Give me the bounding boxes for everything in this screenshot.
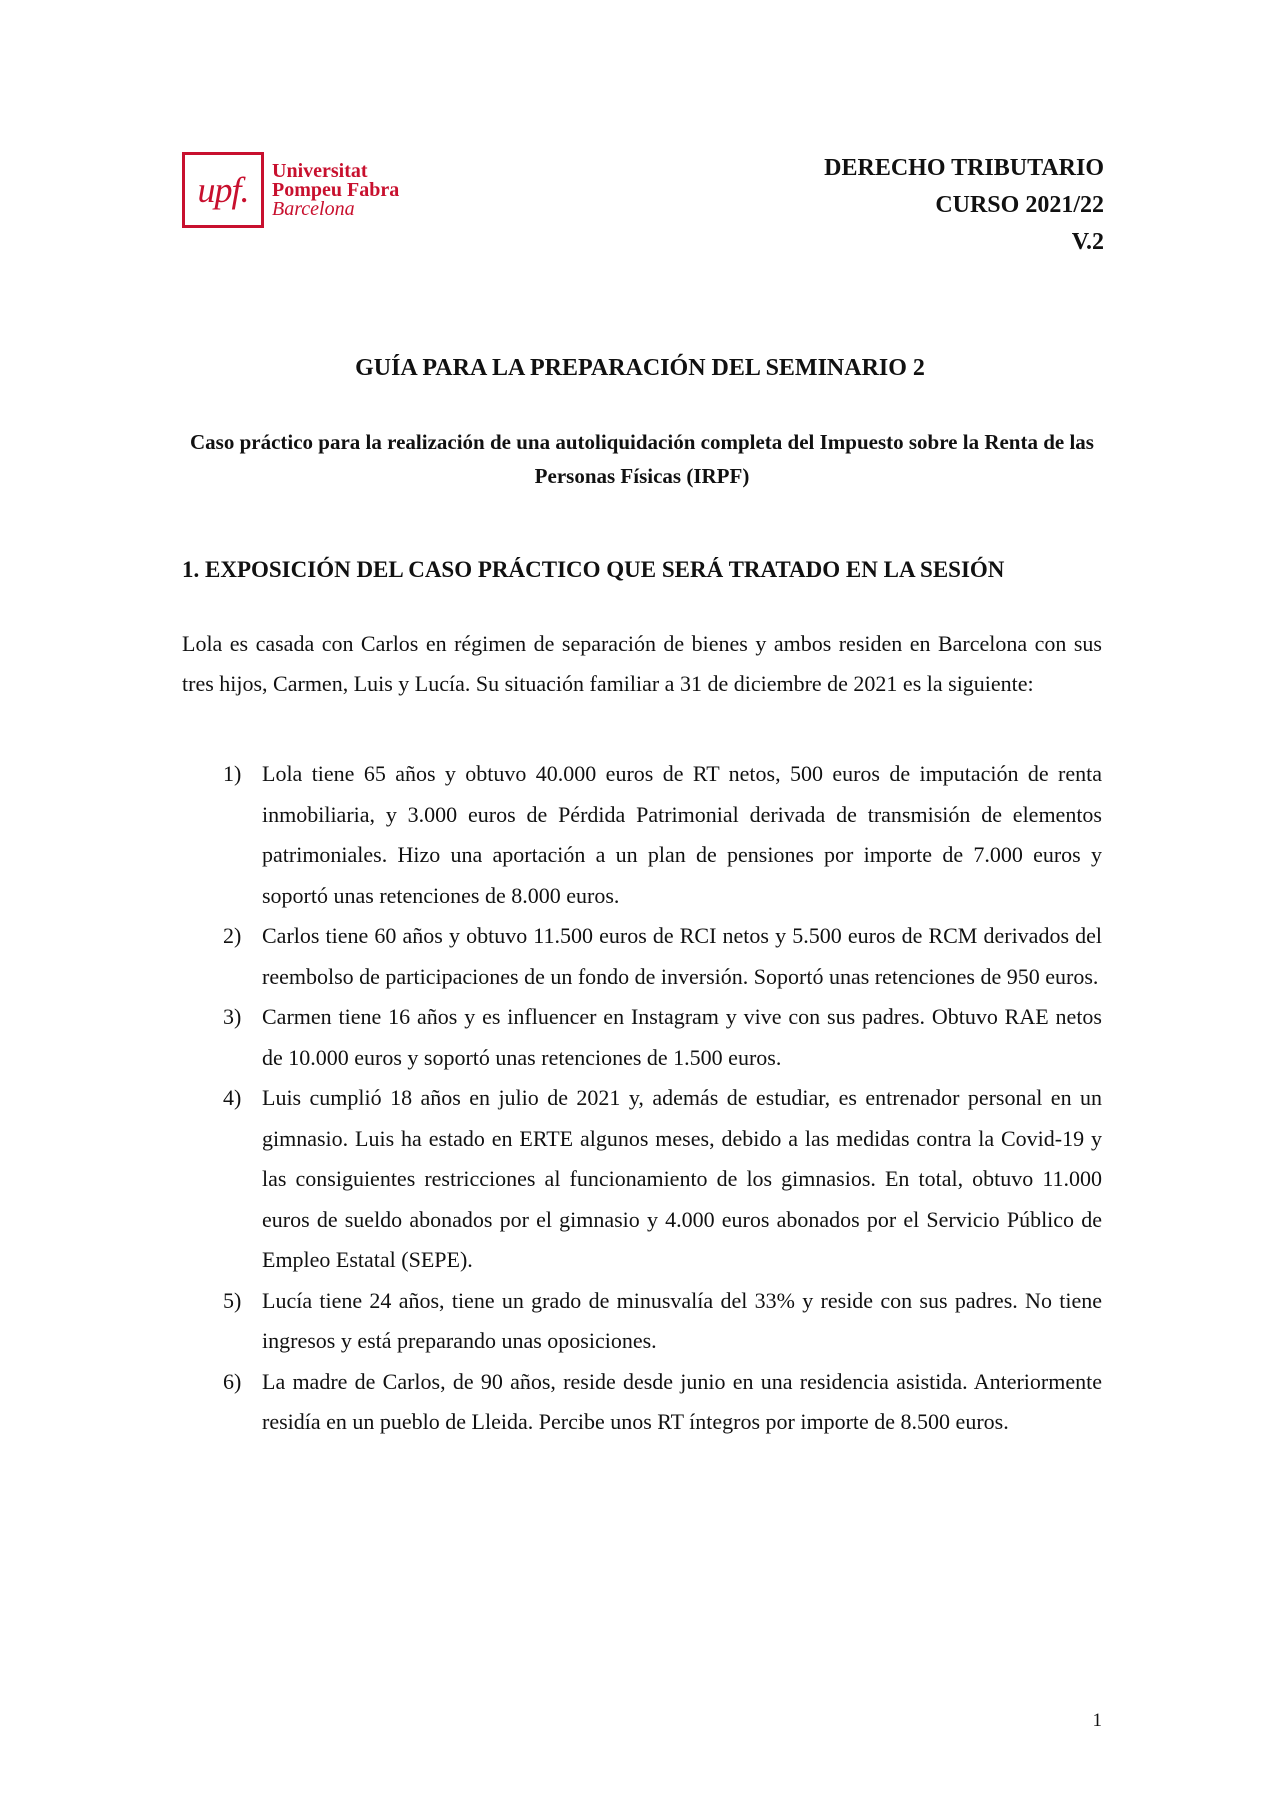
list-item-text: Lola tiene 65 años y obtuvo 40.000 euros de RT netos, 500 euros de imputación de renta inmobiliaria, y 3.000 euros de Pérdida Patrimonial derivada de transmisión de elementos patrimoniales. Hizo una aportación a un plan de pensiones por importe de 7.000 euros y soportó unas retenciones de 8.000 euros. <box>262 761 1102 908</box>
page-number: 1 <box>1092 1710 1102 1731</box>
list-item-number: 3) <box>223 1004 242 1029</box>
list-item-number: 1) <box>223 761 242 786</box>
list-item-text: Carmen tiene 16 años y es influencer en Instagram y vive con sus padres. Obtuvo RAE netos de 10.000 euros y soportó unas retenciones de 1.500 euros. <box>262 1004 1102 1070</box>
upf-logo-text <box>272 159 400 220</box>
document-subtitle: Caso práctico para la realización de una autoliquidación completa del Impuesto sobre la Renta de las Personas Físicas (IRPF) <box>190 430 1094 488</box>
document-title: GUÍA PARA LA PREPARACIÓN DEL SEMINARIO 2 <box>355 355 925 381</box>
list-item <box>182 1281 1102 1362</box>
section-heading: 1. EXPOSICIÓN DEL CASO PRÁCTICO QUE SERÁ TRATADO EN LA SESIÓN <box>182 557 1005 582</box>
logo-line-barcelona: Barcelona <box>272 197 355 220</box>
list-item <box>182 997 1102 1078</box>
logo-line-pompeu-fabra: Pompeu Fabra <box>272 178 400 201</box>
list-item-number: 6) <box>223 1368 242 1394</box>
list-item-text: Luis cumplió 18 años en julio de 2021 y, además de estudiar, es entrenador personal en un gimnasio. Luis ha estado en ERTE algunos meses, debido a las medidas contra la Covid-19 y las consiguientes restricciones al funcionamiento de los gimnasios. En total, obtuvo 11.000 euros de sueldo abonados por el gimnasio y 4.000 euros abonados por el Servicio Público de Empleo Estatal (SEPE). <box>262 1085 1102 1272</box>
list-item-number: 2) <box>223 923 242 948</box>
upf-logo-mark: upf. <box>182 152 264 228</box>
upf-logo <box>182 152 399 228</box>
document-version: V.2 <box>1071 229 1104 255</box>
logo-line-universitat: Universitat <box>272 159 368 182</box>
list-item <box>182 916 1102 997</box>
intro-paragraph: Lola es casada con Carlos en régimen de separación de bienes y ambos residen en Barcelona con sus tres hijos, Carmen, Luis y Lucía. Su situación familiar a 31 de diciembre de 2021 es la siguiente: <box>182 631 1102 696</box>
list-item-text: Lucía tiene 24 años, tiene un grado de minusvalía del 33% y reside con sus padres. No tiene ingresos y está preparando unas oposiciones. <box>262 1287 1102 1353</box>
subject-name: DERECHO TRIBUTARIO <box>824 155 1104 181</box>
list-item <box>182 1362 1102 1443</box>
case-items-list <box>182 754 1102 1443</box>
list-item-number: 4) <box>223 1085 242 1110</box>
list-item-text: La madre de Carlos, de 90 años, reside desde junio en una residencia asistida. Anteriormente residía en un pueblo de Lleida. Percibe unos RT íntegros por importe de 8.500 euros. <box>262 1368 1102 1434</box>
list-item <box>182 754 1102 916</box>
list-item <box>182 1078 1102 1281</box>
course-header <box>824 150 1104 261</box>
course-year: CURSO 2021/22 <box>935 192 1104 218</box>
list-item-text: Carlos tiene 60 años y obtuvo 11.500 euros de RCI netos y 5.500 euros de RCM derivados del reembolso de participaciones de un fondo de inversión. Soportó unas retenciones de 950 euros. <box>262 923 1102 989</box>
list-item-number: 5) <box>223 1287 242 1313</box>
